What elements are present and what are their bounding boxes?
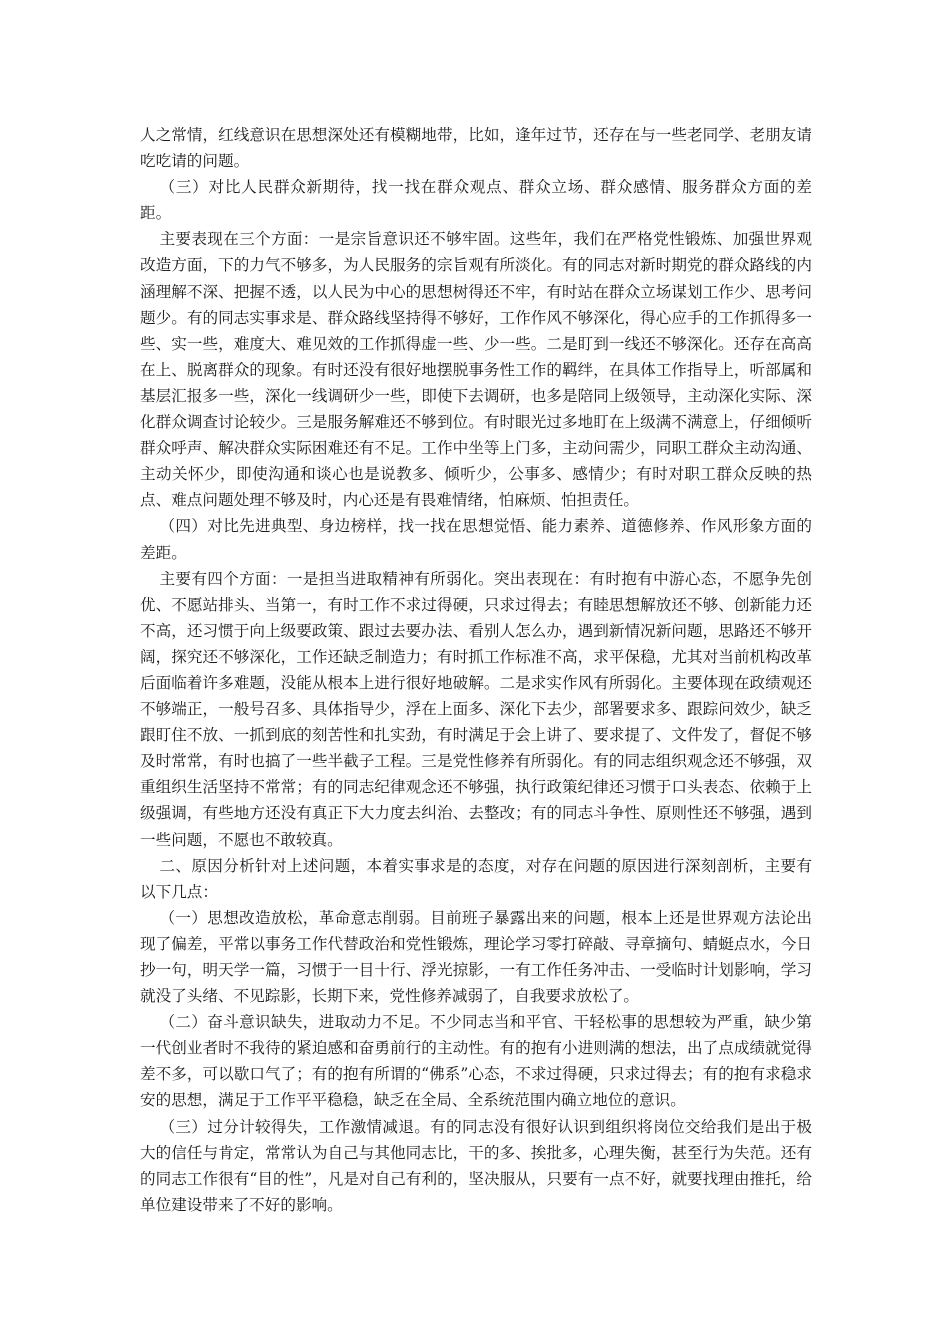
document-body (140, 122, 812, 1218)
paragraph-cause-2: （二）奋斗意识缺失，进取动力不足。不少同志当和平官、干轻松事的思想较为严重，缺少第一代创业者时不我待的紧迫感和奋勇前行的主动性。有的抱有小进则满的想法，出了点成绩就觉得差不多，可以歇口气了；有的抱有所谓的“佛系”心态，不求过得硬，只求过得去；有的抱有求稳求安的思想，满足于工作平平稳稳，缺乏在全局、全系统范围内确立地位的意识。 (140, 1013, 812, 1110)
section-heading-cause-analysis: 二、原因分析针对上述问题，本着实事求是的态度，对存在问题的原因进行深刻剖析，主要有以下几点： (140, 856, 812, 901)
section-heading-3: （三）对比人民群众新期待，找一找在群众观点、群众立场、群众感情、服务群众方面的差距。 (140, 178, 812, 223)
paragraph-section-4-body: 主要有四个方面：一是担当进取精神有所弱化。突出表现在：有时抱有中游心态，不愿争先创优、不愿站排头、当第一，有时工作不求过得硬，只求过得去；有睦思想解放还不够、创新能力还不高，还习惯于向上级要政策、跟过去要办法、看别人怎么办，遇到新情况新问题，思路还不够开阔，探究还不够深化，工作还缺乏制造力；有时抓工作标准不高，求平保稳，尤其对当前机构改革后面临着许多难题，没能从根本上进行很好地破解。二是求实作风有所弱化。主要体现在政绩观还不够端正，一般号召多、具体指导少，浮在上面多、深化下去少，部署要求多、跟踪问效少，缺乏跟盯住不放、一抓到底的刻苦性和扎实劲，有时满足于会上讲了、要求提了、文件发了，督促不够及时常常，有时也搞了一些半截子工程。三是党性修养有所弱化。有的同志组织观念还不够强，双重组织生活坚持不常常；有的同志纪律观念还不够强，执行政策纪律还习惯于口头表态、依赖于上级强调，有些地方还没有真正下大力度去纠治、去整改；有的同志斗争性、原则性还不够强，遇到一些问题，不愿也不敢较真。 (140, 569, 812, 849)
paragraph-continuation: 人之常情，红线意识在思想深处还有模糊地带，比如，逢年过节，还存在与一些老同学、老朋友请吃吃请的问题。 (140, 126, 812, 171)
paragraph-section-3-body: 主要表现在三个方面：一是宗旨意识还不够牢固。这些年，我们在严格党性锻炼、加强世界观改造方面，下的力气不够多，为人民服务的宗旨观有所淡化。有的同志对新时期党的群众路线的内涵理解不深、把握不透，以人民为中心的思想树得还不牢，有时站在群众立场谋划工作少、思考问题少。有的同志实事求是、群众路线坚持得不够好，工作作风不够深化，得心应手的工作抓得多一些、实一些，难度大、难见效的工作抓得虚一些、少一些。二是盯到一线还不够深化。还存在高高在上、脱离群众的现象。有时还没有很好地摆脱事务性工作的羁绊，在具体工作指导上，听部属和基层汇报多一些，深化一线调研少一些，即使下去调研，也多是陪同上级领导，主动深化实际、深化群众调查讨论较少。三是服务解难还不够到位。有时眼光过多地盯在上级满不满意上，仔细倾听群众呼声、解决群众实际困难还有不足。工作中坐等上门多，主动问需少，同职工群众主动沟通、主动关怀少，即使沟通和谈心也是说教多、倾听少，公事多、感情少；有时对职工群众反映的热点、难点问题处理不够及时，内心还是有畏难情绪，怕麻烦、怕担责任。 (140, 230, 812, 510)
section-heading-4: （四）对比先进典型、身边榜样，找一找在思想觉悟、能力素养、道德修养、作风形象方面的差距。 (140, 517, 812, 562)
paragraph-cause-1: （一）思想改造放松，革命意志削弱。目前班子暴露出来的问题，根本上还是世界观方法论出现了偏差，平常以事务工作代替政治和党性锻炼，理论学习零打碎敲、寻章摘句、蜻蜓点水，今日抄一句，明天学一篇，习惯于一目十行、浮光掠影，一有工作任务冲击、一受临时计划影响，学习就没了头绪、不见踪影，长期下来，党性修养减弱了，自我要求放松了。 (140, 908, 812, 1006)
paragraph-cause-3: （三）过分计较得失，工作激情减退。有的同志没有很好认识到组织将岗位交给我们是出于极大的信任与肯定，常常认为自己与其他同志比，干的多、挨批多，心理失衡，甚至行为失范。还有的同志工作很有“目的性”，凡是对自己有利的，坚决服从，只要有一点不好，就要找理由推托，给单位建设带来了不好的影响。 (140, 1117, 812, 1214)
